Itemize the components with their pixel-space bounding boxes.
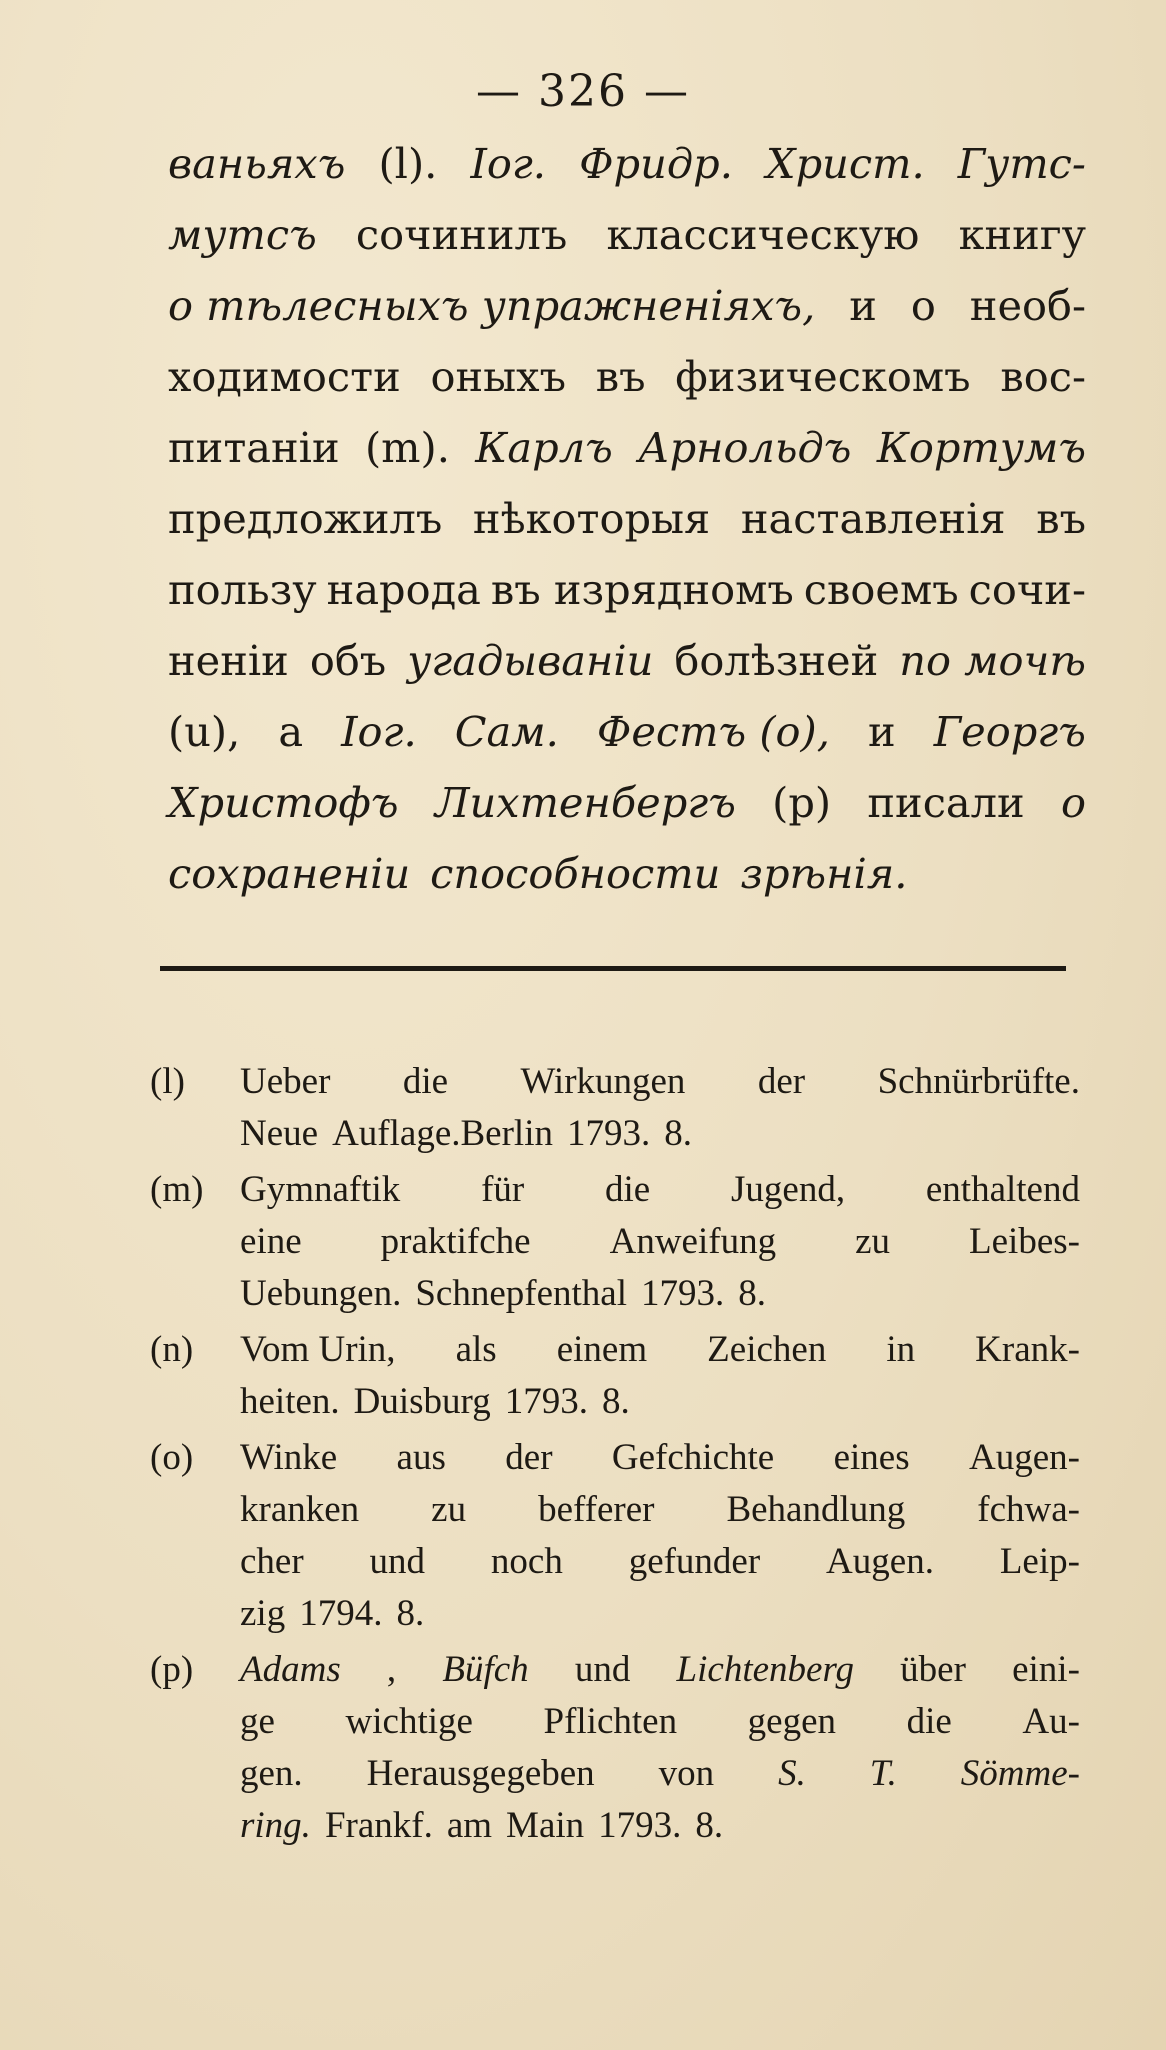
word: 1793. [504,1381,588,1422]
word: Leibes- [969,1221,1080,1262]
word: zig [240,1593,286,1634]
footnote-o [150,1432,1080,1640]
word: 8. [738,1273,766,1314]
footnote-line [240,1484,1080,1536]
word: T. [869,1753,897,1794]
word: Augen- [969,1437,1080,1478]
word: Gefchichte [611,1437,775,1478]
word: und [574,1649,631,1690]
word: Гутс- [957,139,1086,188]
word: , [386,1649,397,1690]
word: о [910,281,936,330]
word: Behandlung [726,1489,906,1530]
word: 1794. [299,1593,383,1634]
footnote-line [240,1588,1080,1640]
word: (l). [378,139,438,188]
word: а [278,707,304,756]
word: am [446,1805,493,1846]
word: способности [430,849,721,898]
word: 1793. [640,1273,725,1314]
word: Jugend, [731,1169,846,1210]
word: пользу [168,565,317,614]
main-text [168,128,1086,909]
word: 8. [695,1805,724,1846]
word: нѣкоторыя [472,494,711,543]
word: Lichtenberg [676,1649,854,1690]
word: zu [431,1489,467,1530]
word: своемъ [803,565,959,614]
word: ring. [240,1805,311,1846]
word: Кортумъ [876,423,1086,472]
word: 8. [664,1113,692,1154]
word: cher [240,1541,304,1582]
footnote-label: (l) [150,1061,185,1102]
word: Ueber [240,1061,331,1102]
word: 1793. [598,1805,682,1846]
word: Uebungen. [240,1273,402,1314]
page-number: — 326 — [476,66,690,117]
word: ходимости [168,352,401,401]
word: Adams [240,1649,341,1690]
word: Neue [240,1113,319,1154]
footnotes [150,1056,1080,1856]
word: и [849,281,877,330]
word: Gymnaftik [240,1169,401,1210]
word: praktifche [380,1221,531,1262]
word: предложилъ [168,494,443,543]
word: сочинилъ [355,210,568,259]
word: народа [326,565,481,614]
word: и [867,707,896,756]
word: S. [778,1753,806,1794]
word: писали [867,778,1025,827]
footnote-line [240,1432,1080,1484]
footnote-label: (p) [150,1649,194,1690]
word: физическомъ [675,352,971,401]
word: о тѣлесныхъ упражненіяхъ, [168,281,816,330]
footnote-line [240,1748,1080,1800]
word: наставленія [740,494,1006,543]
word: въ [595,352,646,401]
footnote-label: (o) [150,1437,194,1478]
word: Іог. [470,139,546,188]
word: Vom Urin, [240,1329,396,1370]
footnote-l [150,1056,1080,1160]
word: Augen. [826,1541,934,1582]
word: Pflichten [543,1701,678,1742]
word: enthaltend [925,1169,1080,1210]
footnote-line [240,1376,1080,1428]
word: въ изрядномъ [490,565,794,614]
word: Сам. [454,707,559,756]
word: als [455,1329,497,1370]
text-line-10 [168,767,1086,838]
footnote-line [240,1164,1080,1216]
word: eini- [1012,1649,1080,1690]
footnote-line [240,1268,1080,1320]
word: Іог. [341,707,417,756]
footnote-m [150,1164,1080,1320]
word: die [605,1169,651,1210]
word: сохраненіи [168,849,411,898]
word: (p) [772,778,832,827]
word: noch [490,1541,563,1582]
word: Anweifung [609,1221,777,1262]
word: Лихтенбергъ [434,778,736,827]
word: Leip- [999,1541,1080,1582]
text-line-4 [168,341,1086,412]
word: Zeichen [707,1329,827,1370]
footnote-label: (m) [150,1169,204,1210]
text-line-11 [168,838,1086,909]
word: von [658,1753,715,1794]
word: aus [396,1437,446,1478]
word: болѣзней [674,636,879,685]
word: классическую [606,210,920,259]
footnote-line [240,1056,1080,1108]
word: угадываніи [407,636,654,685]
word: Main [506,1805,585,1846]
word: зрѣнія. [740,849,908,898]
word: gegen [747,1701,837,1742]
word: ge [240,1701,275,1742]
word: Арнольдъ [638,423,852,472]
footnote-line [240,1324,1080,1376]
footnote-n [150,1324,1080,1428]
word: über [900,1649,966,1690]
word: въ [1036,494,1086,543]
word: книгу [958,210,1086,259]
text-line-9 [168,696,1086,767]
word: объ [309,636,387,685]
footnote-line [240,1108,1080,1160]
footnote-p [150,1644,1080,1852]
word: gefunder [628,1541,761,1582]
text-line-7 [168,554,1086,625]
word: Schnürbrüfte. [877,1061,1080,1102]
word: Auflage.Berlin [332,1113,553,1154]
text-line-1 [168,128,1086,199]
word: неніи [168,636,289,685]
word: und [369,1541,426,1582]
word: мутсъ [168,210,317,259]
word: 1793. [566,1113,651,1154]
word: о [1060,778,1086,827]
word: по мочѣ [899,636,1086,685]
word: eine [240,1221,302,1262]
text-line-2 [168,199,1086,270]
word: необ- [969,281,1086,330]
word: heiten. [240,1381,340,1422]
text-line-3 [168,270,1086,341]
text-line-5 [168,412,1086,483]
word: einem [556,1329,648,1370]
text-line-6 [168,483,1086,554]
footnote-line [240,1800,1080,1852]
text-line-8 [168,625,1086,696]
word: Winke [240,1437,338,1478]
word: питаніи [168,423,340,472]
word: Wirkungen [520,1061,686,1102]
footnote-divider [160,966,1066,971]
word: Frankf. [324,1805,433,1846]
word: Büfch [442,1649,529,1690]
footnote-line [240,1536,1080,1588]
word: (u), [168,707,241,756]
word: eines [833,1437,910,1478]
footnote-line [240,1644,1080,1696]
word: der [505,1437,553,1478]
word: (m). [364,423,450,472]
word: fchwa- [977,1489,1080,1530]
word: Фридр. [579,139,733,188]
word: für [481,1169,525,1210]
word: ваньяхъ [168,139,346,188]
footnote-line [240,1216,1080,1268]
word: wichtige [345,1701,473,1742]
word: Sömme- [960,1753,1080,1794]
word: вос- [1000,352,1086,401]
word: Krank- [975,1329,1080,1370]
footnote-line [240,1696,1080,1748]
word: Христофъ [168,778,399,827]
word: 8. [601,1381,630,1422]
word: Георгъ [933,707,1086,756]
word: in [886,1329,916,1370]
word: Христ. [766,139,925,188]
word: Duisburg [353,1381,491,1422]
word: befferer [538,1489,655,1530]
word: оныхъ [430,352,566,401]
word: Карлъ [475,423,613,472]
word: Herausgegeben [366,1753,595,1794]
word: сочи- [968,565,1086,614]
word: die [402,1061,449,1102]
word: 8. [396,1593,425,1634]
footnote-label: (n) [150,1329,194,1370]
word: gen. [240,1753,303,1794]
word: Фестъ (o), [596,707,830,756]
word: Schnepfenthal [415,1273,627,1314]
word: Au- [1022,1701,1080,1742]
word: die [906,1701,952,1742]
word: der [757,1061,806,1102]
word: zu [855,1221,891,1262]
word: kranken [240,1489,360,1530]
